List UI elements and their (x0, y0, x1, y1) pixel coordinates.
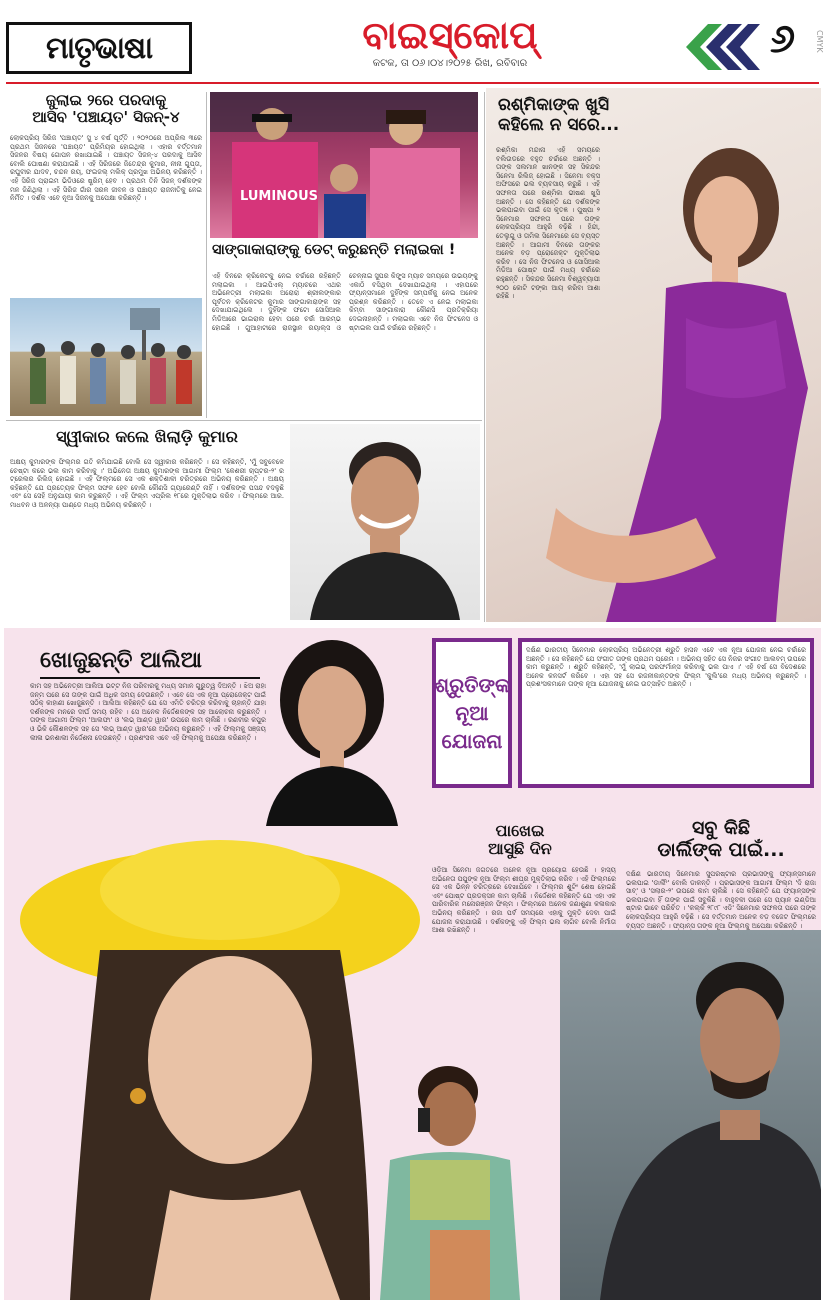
shruti-headline-box: ଶ୍ରୁତିଙ୍କ ନୂଆ ଯୋଜନା (432, 638, 512, 788)
column-rule (484, 92, 485, 622)
section-header (320, 12, 580, 69)
man-portrait-illustration (290, 424, 480, 620)
color-mark: CMYK (815, 30, 824, 53)
shruti-haasan-photo (236, 630, 426, 826)
akshay-body: ଅକ୍ଷୟ କୁମାରଙ୍କ ଫିଲ୍ମର ଗତି କମିଯାଇଛି ବୋଲି ସେ ସ୍ୱୀକାର କରିଛନ୍ତି । ସେ କହିଛନ୍ତି, 'ମୁଁ ସବୁବେଳେ ଚେଷ୍ଟା କରେ ଭଲ କାମ କରିବାକୁ ।' ଅଭିନେତା ଅକ୍ଷୟ କୁମାରଙ୍କ ଆଗାମୀ ଫିଲ୍ମ 'କେଶରୀ ଚାପ୍ଟର-୨' ର ଟ୍ରେଲର ରିଲିଜ୍ ହୋଇଛି । ଏହି ଫିଲ୍ମରେ ସେ ଏକ ଶକ୍ତିଶାଳୀ ଚରିତ୍ରରେ ଅଭିନୟ କରିଛନ୍ତି । ଅକ୍ଷୟ କହିଛନ୍ତି ଯେ ପ୍ରତ୍ୟେକ ଫିଲ୍ମ ସଫଳ ହେବ ବୋଲି କୌଣସି ଗ୍ୟାରେଣ୍ଟି ନାହିଁ । ଦର୍ଶକଙ୍କ ପସନ୍ଦ ବଦଳୁଛି ଏବଂ ସେ ସେହି ଅନୁଯାୟୀ କାମ କରୁଛନ୍ତି । ଏହି ଫିଲ୍ମ ଏପ୍ରିଲ ୧୮ରେ ମୁକ୍ତିଲାଭ କରିବ । ଫିଲ୍ମରେ ଆର. ମାଧବନ ଓ ଅନନ୍ୟା ପାଣ୍ଡେ ମଧ୍ୟ ଅଭିନୟ କରିଛନ୍ତି । (10, 458, 284, 509)
darling-body: ଦକ୍ଷିଣ ଭାରତୀୟ ସିନେମାର ସୁପରଷ୍ଟାର ପ୍ରଭାସଙ୍କୁ ଫ୍ୟାନ୍ସମାନେ ଭଲପାଇ 'ଡାର୍ଲିଂ' ବୋଲି ଡାକନ୍ତି । ପ୍ରଭାସଙ୍କ ଆଗାମୀ ଫିଲ୍ମ 'ଦି ରାଜା ସାବ୍' ଓ 'ସଲାର-୨' ଉପରେ କାମ ଚାଲିଛି । ସେ କହିଛନ୍ତି ଯେ ଫ୍ୟାନ୍ସଙ୍କ ଭଲପାଇବା ହିଁ ତାଙ୍କ ପାଇଁ ସବୁକିଛି । ବାହୁବଳୀ ପରେ ସେ ପ୍ୟାନ ଇଣ୍ଡିଆ ଷ୍ଟାର ଭାବେ ପରିଚିତ । 'କଲ୍କି ୨୮୯୮ ଏଡି' ସିନେମାର ସଫଳତା ପରେ ତାଙ୍କ ଲୋକପ୍ରିୟତା ଆହୁରି ବଢ଼ିଛି । ସେ ବର୍ତ୍ତମାନ ଅନେକ ବଡ଼ ବଜେଟ ଫିଲ୍ମରେ ବ୍ୟସ୍ତ ଅଛନ୍ତି । ଫ୍ୟାନ୍ସ ତାଙ୍କ ନୂଆ ଫିଲ୍ମକୁ ଅପେକ୍ଷା କରିଛନ୍ତି । (626, 870, 816, 930)
chevron-logo-icon (678, 22, 760, 72)
page-number: ୬ (770, 16, 796, 62)
man-dark-jacket-illustration (560, 930, 821, 1300)
woman-portrait-illustration (236, 630, 426, 826)
akshay-kumar-photo (290, 424, 480, 620)
malaika-body: ଏହି ଦିନରେ କ୍ରିକେଟକୁ ନେଇ ଚର୍ଚ୍ଚାରେ ରହିଛନ୍ତି ମଲାଇକା । ଆଇପିଏଲ୍ ମ୍ୟାଚରେ ଏଥର ଅଭିନେତ୍ରୀ ମଲାଇକା ଅରୋରା ଶ୍ରୀଲଙ୍କାର ପୂର୍ବତନ କ୍ରିକେଟର କୁମାର ସାଙ୍ଗାକାରାଙ୍କ ସହ ଦେଖାଯାଇଥିଲେ । ଦୁହିଁଙ୍କ ଫଟୋ ସୋସିଆଲ ମିଡିଆରେ ଭାଇରାଲ ହେବା ପରେ ଚର୍ଚ୍ଚା ଆରମ୍ଭ ହୋଇଛି । ଗୁଆହାଟୀରେ ରାଜସ୍ଥାନ ରୟାଲ୍ସ ଓ ଚେନ୍ନାଇ ସୁପର କିଙ୍ଗ୍ସ ମ୍ୟାଚ ସମୟରେ ଉଭୟଙ୍କୁ ଏକାଠି ବସିଥିବା ଦେଖାଯାଇଥିଲା । ଏହାପରେ ଫ୍ୟାନ୍ସମାନେ ଦୁହିଁଙ୍କ ସମ୍ପର୍କକୁ ନେଇ ଅନେକ ପ୍ରଶ୍ନ କରିଛନ୍ତି । ତେବେ ଏ ନେଇ ମଲାଇକା କିମ୍ବା ସାଙ୍ଗାକାରା କୌଣସି ପ୍ରତିକ୍ରିୟା ଦେଇନାହାନ୍ତି । ମଲାଇକା ଏବେ ନିଜ ଫିଟନେସ ଓ ଷ୍ଟାଇଲ ପାଇଁ ଚର୍ଚ୍ଚାରେ ରହିଛନ୍ତି । (212, 272, 478, 332)
malaika-headline: ସାଙ୍ଗାକାରାଙ୍କୁ ଡେଟ୍ କରୁଛନ୍ତି ମଲାଇକା ! (212, 242, 456, 258)
section-rule (6, 420, 482, 421)
rashmika-body: ରଶ୍ମିକା ମନ୍ଦାନା ଏହି ସମୟରେ ବଲିଉଡରେ ବହୁତ ଚର୍ଚ୍ଚାରେ ଅଛନ୍ତି । ତାଙ୍କ ସଲମାନ ଖାନଙ୍କ ସହ ସିକନ୍ଦର ସିନେମା ରିଲିଜ୍ ହୋଇଛି । ସିନେମା ବକ୍ସ ଅଫିସରେ ଭଲ ବ୍ୟବସାୟ କରୁଛି । ଏହି ସଫଳତା ପରେ ରଶ୍ମିକା ଭୀଷଣ ଖୁସି ଅଛନ୍ତି । ସେ କହିଛନ୍ତି ଯେ ଦର୍ଶକଙ୍କ ଭଲପାଇବା ପାଇଁ ସେ କୃତଜ୍ଞ । ପୁଷ୍ପା ୨ ସିନେମାର ସଫଳତା ପରେ ତାଙ୍କ ଲୋକପ୍ରିୟତା ଆହୁରି ବଢ଼ିଛି । ହିନ୍ଦୀ, ତେଲୁଗୁ ଓ ତାମିଲ ସିନେମାରେ ସେ ବ୍ୟସ୍ତ ଅଛନ୍ତି । ଆଗାମୀ ଦିନରେ ତାଙ୍କର ଅନେକ ବଡ଼ ପ୍ରୋଜେକ୍ଟ ମୁକ୍ତିଲାଭ କରିବ । ସେ ନିଜ ଫିଟନେସ ଓ ସୋସିଆଲ ମିଡିଆ ପୋଷ୍ଟ ପାଇଁ ମଧ୍ୟ ଚର୍ଚ୍ଚାରେ ରହୁଛନ୍ତି । ସିକନ୍ଦର ସିନେମା ବିଶ୍ୱବ୍ୟାପୀ ୨୦୦ କୋଟି ଟଙ୍କା ଆୟ କରିବା ଆଶା ରହିଛି । (496, 146, 600, 301)
alia-body: କାମ ସହ ଅଭିନେତ୍ରୀ ଆଲିଆ ଭଟ୍ଟ ନିଜ ପରିବାରକୁ ମଧ୍ୟ ସମାନ ଗୁରୁତ୍ୱ ଦିଅନ୍ତି । ଝିଅ ରାହା ଜନ୍ମ ପରେ ସେ ତାଙ୍କ ପାଇଁ ଅଧିକ ସମୟ ଦେଉଛନ୍ତି । ଏବେ ସେ ଏକ ନୂଆ ପ୍ରୋଜେକ୍ଟ ପାଇଁ ସଠିକ୍ କାହାଣୀ ଖୋଜୁଛନ୍ତି । ଆଲିଆ କହିଛନ୍ତି ଯେ ସେ ଏମିତି ଚରିତ୍ର କରିବାକୁ ଚାହାନ୍ତି ଯାହା ଦର୍ଶକଙ୍କ ମନରେ ଦୀର୍ଘ ସମୟ ରହିବ । ସେ ଅନେକ ନିର୍ଦ୍ଦେଶକଙ୍କ ସହ ଆଲୋଚନା କରୁଛନ୍ତି । ତାଙ୍କ ଆଗାମୀ ଫିଲ୍ମ 'ଆଲଫା' ଓ 'ଲଭ୍ ଆଣ୍ଡ ୱାର' ଉପରେ କାମ ଚାଲିଛି । ରଣବୀର କପୁର ଓ ଭିକି କୌଶଳଙ୍କ ସହ ସେ 'ଲଭ୍ ଆଣ୍ଡ ୱାର'ରେ ଅଭିନୟ କରୁଛନ୍ତି । ଏହି ଫିଲ୍ମକୁ ସଞ୍ଜୟ ଲୀଳା ଭନଶାଲୀ ନିର୍ଦ୍ଦେଶନା ଦେଉଛନ୍ତି । ପ୍ରଶଂସକ ଏବେ ଏହି ଫିଲ୍ମକୁ ଅପେକ୍ଷା କରିଛନ୍ତି । (30, 682, 266, 742)
shruti-body: ଦକ୍ଷିଣ ଭାରତୀୟ ସିନେମାର ଲୋକପ୍ରିୟ ଅଭିନେତ୍ରୀ ଶ୍ରୁତି ହାସନ ଏବେ ଏକ ନୂଆ ଯୋଜନା ନେଇ ଚର୍ଚ୍ଚାରେ ଅଛନ୍ତି । ସେ କହିଛନ୍ତି ଯେ ସଂଗୀତ ତାଙ୍କ ପ୍ରଥମ ପ୍ରେମ । ଅଭିନୟ ସହିତ ସେ ନିଜର ସଂଗୀତ ଆଲବମ୍ ଉପରେ କାମ କରୁଛନ୍ତି । ଶ୍ରୁତି କହିଛନ୍ତି, 'ମୁଁ ଲାଇଭ୍ ପରଫର୍ମାନ୍ସ କରିବାକୁ ଭଲ ପାଏ ।' ଏହି ବର୍ଷ ସେ ବିଦେଶରେ ଅନେକ କନସର୍ଟ କରିବେ । ଏହା ସହ ସେ ରଜନୀକାନ୍ତଙ୍କ ଫିଲ୍ମ 'କୁଲି'ରେ ମଧ୍ୟ ଅଭିନୟ କରୁଛନ୍ତି । ପ୍ରଶଂସକମାନେ ତାଙ୍କ ନୂଆ ଯୋଜନାକୁ ନେଇ ଉତ୍ସାହିତ ଅଛନ୍ତି । (518, 638, 814, 788)
panchayat-body: ଲୋକପ୍ରିୟ ସିରିଜ 'ପଞ୍ଚାୟତ' ସୁ ୪ ବର୍ଷ ପୂର୍ତ୍ତି । ୨୦୨୦ରେ ଅପ୍ରିଲ ୩ରେ ପ୍ରଥମ ସିଜନରେ 'ପଞ୍ଚାୟତ' ପ୍ରିମିୟର ହୋଇଥିଲା । ଏହାର ବର୍ତ୍ତମାନ ସିଜନର ବିଷୟ ଗୋପନ ରଖାଯାଇଛି । ପଞ୍ଚାୟତ ସିଜନ୍-୪ ପରଦାକୁ ଆସିବ ବୋଲି ଘୋଷଣା କରାଯାଇଛି । ଏହି ସିରିଜରେ ଜିତେନ୍ଦ୍ର କୁମାର, ନୀନା ଗୁପ୍ତା, ରଘୁବୀର ଯାଦବ, ଚନ୍ଦନ ରୟ, ଫଇଜଲ୍ ମଲିକ୍ ପ୍ରମୁଖ ଅଭିନୟ କରିଛନ୍ତି । ଏହି ସିରିଜ ପ୍ରାଇମ ଭିଡିଓରେ ଷ୍ଟ୍ରିମ୍ ହେବ । ପ୍ରଥମ ତିନି ସିଜନ୍ ଦର୍ଶକଙ୍କ ମନ ଜିଣିଥିଲା । ଏହି ସିରିଜ ଗାଁର ସରଳ ଜୀବନ ଓ ପଞ୍ଚାୟତ ରାଜନୀତିକୁ ନେଇ ନିର୍ମିତ । ଦର୍ଶକ ଏବେ ନୂଆ ସିଜନକୁ ଅପେକ୍ଷା କରିଛନ୍ତି । (10, 134, 202, 203)
din-body: ଓଡ଼ିଆ ସିନେମା ଜଗତରେ ଅନେକ ନୂଆ ପ୍ରୟୋଗ ହେଉଛି । ହାସ୍ୟ ଅଭିନେତା ପପୁଙ୍କ ନୂଆ ଫିଲ୍ମ ଶୀଘ୍ର ମୁକ୍ତିଲାଭ କରିବ । ଏହି ଫିଲ୍ମରେ ସେ ଏକ ଭିନ୍ନ ଚରିତ୍ରରେ ଦେଖାଯିବେ । ଫିଲ୍ମର ଶୁଟିଂ ଶେଷ ହୋଇଛି ଏବଂ ପୋଷ୍ଟ ପ୍ରଡକ୍ସନ କାମ ଚାଲିଛି । ନିର୍ଦ୍ଦେଶକ କହିଛନ୍ତି ଯେ ଏହା ଏକ ପାରିବାରିକ ମନୋରଞ୍ଜନ ଫିଲ୍ମ । ଫିଲ୍ମରେ ଅନେକ ଜଣାଶୁଣା କଳାକାର ଅଭିନୟ କରିଛନ୍ତି । ରଜା ପର୍ବ ସମୟରେ ଏହାକୁ ମୁକ୍ତି ଦେବା ପାଇଁ ଯୋଜନା କରାଯାଉଛି । ଦର୍ଶକଙ୍କୁ ଏହି ଫିଲ୍ମ ଭଲ ଲାଗିବ ବୋଲି ନିର୍ମାତା ଆଶା ରଖିଛନ୍ତି । (432, 866, 616, 935)
panchayat-headline: ଜୁଲାଇ ୨ରେ ପରଦାକୁ ଆସିବ 'ପଞ୍ଚାୟତ' ସିଜନ୍-୪ (32, 91, 180, 127)
panchayat-photo (10, 298, 202, 416)
darling-headline: ସବୁ କିଛି ଡାର୍ଲିଙ୍କ ପାଇଁ... (657, 817, 785, 861)
prabhas-photo (560, 930, 821, 1300)
alia-headline: ଖୋଜୁଛନ୍ତି ଆଲିଆ (40, 648, 260, 679)
masthead (0, 0, 825, 88)
village-cast-illustration (10, 298, 202, 416)
section-title: ବାଇସ୍କୋପ୍ (362, 13, 538, 57)
papu-phone-photo (340, 1050, 590, 1300)
akshay-headline: ସ୍ୱୀକାର କଲେ ଖିଲାଡ଼ି କୁମାର (56, 427, 238, 446)
stadium-banner: LUMINOUS (240, 189, 318, 204)
newspaper-logo (6, 22, 192, 74)
man-on-phone-illustration (340, 1050, 590, 1300)
masthead-rule (6, 82, 819, 84)
column-rule (206, 92, 207, 418)
rashmika-headline: ରଶ୍ମିକାଙ୍କ ଖୁସି କହିଲେ ନ ସରେ... (498, 95, 620, 135)
dateline: କଟକ, ତା ୦୬।୦୪।୨୦୨୫ ରିଖ, ରବିବାର (372, 58, 528, 69)
stadium-crowd-illustration (210, 92, 478, 238)
logo-text: ମାତୃଭାଷା (45, 30, 153, 66)
malaika-sangakkara-photo (210, 92, 478, 238)
din-headline: ପାଖେଇ ଆସୁଛି ଦିନ (488, 821, 552, 859)
